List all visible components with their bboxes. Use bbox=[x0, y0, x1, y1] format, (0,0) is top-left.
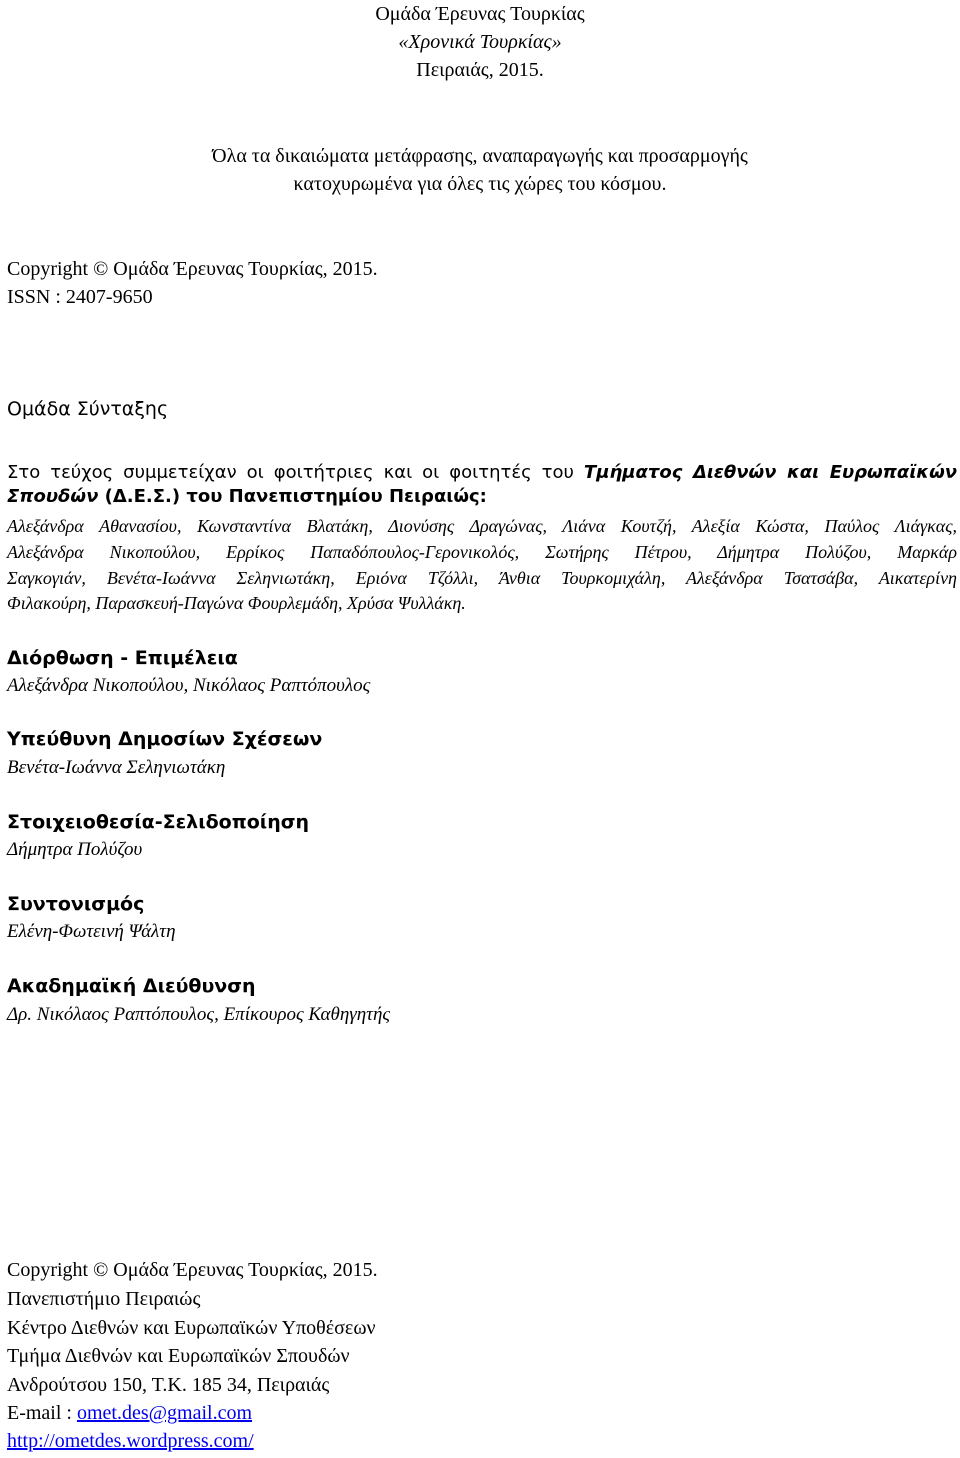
issn: ISSN : 2407-9650 bbox=[7, 286, 153, 308]
role-names-proofreading: Αλεξάνδρα Νικοπούλου, Νικόλαος Ραπτόπουλος bbox=[7, 675, 371, 696]
website-link[interactable]: http://ometdes.wordpress.com/ bbox=[7, 1430, 254, 1452]
member-line: Αλεξάνδρα Νικοπούλου, Ερρίκος Παπαδόπουλος-Γερονικολός, Σωτήρης Πέτρου, Δήμητρα Πολύζου, Μαρκάρ bbox=[7, 542, 957, 562]
member-line: Σαγκογιάν, Βενέτα-Ιωάννα Σεληνιωτάκη, Εριόνα Τζόλλι, Άνθια Τουρκομιχάλη, Αλεξάνδρα Τσατσάβα, Αικατερίνη bbox=[7, 568, 957, 588]
editorial-intro-plain: Στο τεύχος συμμετείχαν οι φοιτήτριες και οι φοιτητές του bbox=[7, 462, 584, 483]
rights-line-1: Όλα τα δικαιώματα μετάφρασης, αναπαραγωγής και προσαρμογής bbox=[212, 145, 748, 167]
editorial-intro-dept-2: Σπουδών bbox=[7, 486, 99, 507]
role-title-public-relations: Υπεύθυνη Δημοσίων Σχέσεων bbox=[7, 728, 323, 750]
role-names-coordination: Ελένη-Φωτεινή Ψάλτη bbox=[7, 921, 176, 942]
editorial-heading: Ομάδα Σύνταξης bbox=[7, 398, 169, 420]
role-names-typesetting: Δήμητρα Πολύζου bbox=[7, 839, 143, 860]
editorial-intro-dept: Τμήματος Διεθνών και Ευρωπαϊκών bbox=[583, 462, 957, 483]
footer-center: Κέντρο Διεθνών και Ευρωπαϊκών Υποθέσεων bbox=[7, 1317, 376, 1339]
editorial-intro-line-1 bbox=[7, 462, 957, 483]
member-line: Αλεξάνδρα Αθανασίου, Κωνσταντίνα Βλατάκη, Διονύσης Δραγώνας, Λιάνα Κουτζή, Αλεξία Κώστα, Παύλος Λιάγκας, bbox=[7, 516, 957, 536]
footer-address: Ανδρούτσου 150, Τ.Κ. 185 34, Πειραιάς bbox=[7, 1374, 330, 1396]
role-title-typesetting: Στοιχειοθεσία-Σελιδοποίηση bbox=[7, 811, 310, 833]
series-title: «Χρονικά Τουρκίας» bbox=[398, 31, 562, 53]
member-line: Φιλακούρη, Παρασκευή-Παγώνα Φουρλεμάδη, Χρύσα Ψυλλάκη. bbox=[7, 593, 466, 613]
copyright-top: Copyright © Ομάδα Έρευνας Τουρκίας, 2015. bbox=[7, 258, 378, 280]
place-year: Πειραιάς, 2015. bbox=[416, 59, 544, 81]
footer-email-line bbox=[7, 1403, 252, 1423]
role-title-coordination: Συντονισμός bbox=[7, 893, 145, 915]
role-names-public-relations: Βενέτα-Ιωάννα Σεληνιωτάκη bbox=[7, 757, 226, 778]
editorial-intro-rest: (Δ.Ε.Σ.) του Πανεπιστημίου Πειραιώς: bbox=[98, 486, 487, 507]
footer-copyright: Copyright © Ομάδα Έρευνας Τουρκίας, 2015. bbox=[7, 1259, 378, 1281]
role-title-academic-direction: Ακαδημαϊκή Διεύθυνση bbox=[7, 975, 256, 997]
role-title-proofreading: Διόρθωση - Επιμέλεια bbox=[7, 647, 238, 669]
rights-line-2: κατοχυρωμένα για όλες τις χώρες του κόσμου. bbox=[293, 173, 667, 195]
group-name: Ομάδα Έρευνας Τουρκίας bbox=[375, 3, 585, 25]
email-link[interactable]: omet.des@gmail.com bbox=[76, 1402, 253, 1424]
editorial-intro-line-2 bbox=[7, 488, 487, 506]
footer-department: Τμήμα Διεθνών και Ευρωπαϊκών Σπουδών bbox=[7, 1345, 350, 1367]
footer-website-line bbox=[7, 1431, 254, 1451]
role-names-academic-direction: Δρ. Νικόλαος Ραπτόπουλος, Επίκουρος Καθηγητής bbox=[7, 1004, 391, 1025]
email-label: E-mail : bbox=[7, 1402, 77, 1424]
footer-university: Πανεπιστήμιο Πειραιώς bbox=[7, 1288, 201, 1310]
